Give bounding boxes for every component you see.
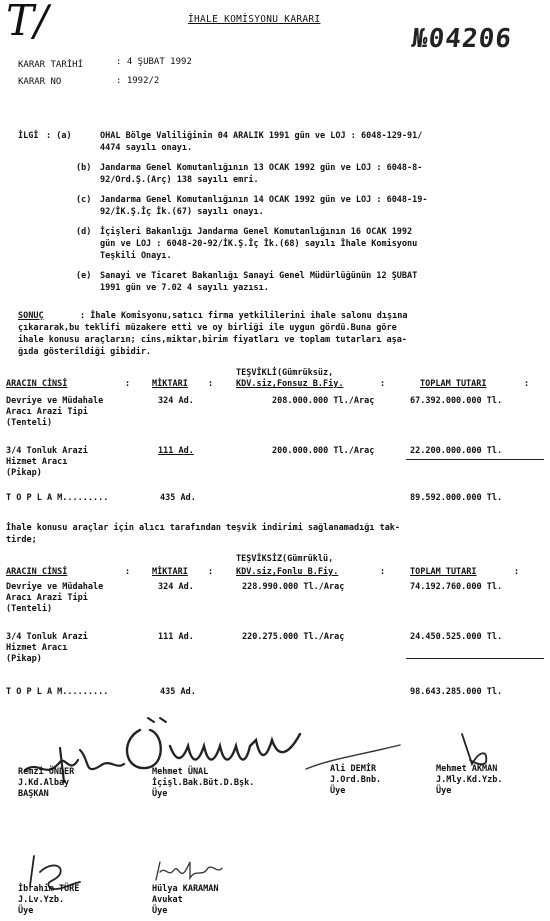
total-divider (406, 658, 544, 659)
reference-e-line1: Sanayi ve Ticaret Bakanlığı Sanayi Genel Müdürlüğünün 12 ŞUBAT (100, 271, 418, 281)
vehicle-quantity: 111 Ad. (158, 446, 194, 456)
vehicle-type-line2: Hizmet Aracı (6, 457, 68, 467)
reference-e-line2: 1991 gün ve 7.02 4 sayılı yazısı. (100, 283, 269, 293)
unit-price: 200.000.000 Tl./Araç (272, 446, 375, 456)
signatory-role: Üye (152, 789, 168, 799)
table1-header-sep3: : (380, 379, 386, 389)
reference-c-line1: Jandarma Genel Komutanlığının 14 OCAK 1992 gün ve LOJ : 6048-19- (100, 195, 428, 205)
document-number-stamp: №04206 (410, 24, 514, 54)
vehicle-type-line2: Aracı Arazi Tipi (6, 407, 88, 417)
signatory-name: Mehmet AKMAN (436, 764, 498, 774)
signatory-name: İbrahim TÜRE (18, 884, 80, 894)
vehicle-type-line3: (Tenteli) (6, 604, 53, 614)
signatory-name: Mehmet ÜNAL (152, 767, 209, 777)
signatory-name: Hülya KARAMAN (152, 884, 219, 894)
signatory-name: Remzi ÖNDER (18, 767, 75, 777)
signatory-role: Üye (18, 906, 34, 916)
reference-mark-b: (b) (76, 163, 92, 173)
table1-header-sep1: : (125, 379, 131, 389)
total-amount: 67.392.000.000 Tl. (410, 396, 503, 406)
total-amount: 24.450.525.000 Tl. (410, 632, 503, 642)
signatory-role: Üye (152, 906, 168, 916)
signatory-role: Üye (330, 786, 346, 796)
table2-total-quantity: 435 Ad. (160, 687, 196, 697)
reference-d-line2: gün ve LOJ : 6048-20-92/İK.Ş.İç İk.(68) sayılı İhale Komisyonu (100, 239, 418, 249)
table1-header-type: ARACIN CİNSİ (6, 379, 68, 389)
table2-header-sep3: : (380, 567, 386, 577)
vehicle-type-line3: (Pikap) (6, 654, 42, 664)
reference-b-line1: Jandarma Genel Komutanlığının 13 OCAK 1992 gün ve LOJ : 6048-8- (100, 163, 423, 173)
vehicle-type-line1: Devriye ve Müdahale (6, 396, 104, 406)
signatory-name: Ali DEMİR (330, 764, 377, 774)
unit-price: 228.990.000 Tl./Araç (242, 582, 345, 592)
decision-date-label: KARAR TARİHİ (18, 60, 84, 70)
table2-header-sep1: : (125, 567, 131, 577)
reference-mark-d: (d) (76, 227, 92, 237)
vehicle-type-line1: 3/4 Tonluk Arazi (6, 446, 88, 456)
vehicle-type-line1: 3/4 Tonluk Arazi (6, 632, 88, 642)
reference-c-line2: 92/İK.Ş.İç İk.(67) sayılı onayı. (100, 207, 264, 217)
signatory-role: Üye (436, 786, 452, 796)
reference-mark-c: (c) (76, 195, 92, 205)
document-title: İHALE KOMİSYONU KARARI (188, 14, 321, 25)
reference-d-line1: İçişleri Bakanlığı Jandarma Genel Komutanlığının 16 OCAK 1992 (100, 227, 413, 237)
table2-total-value: 98.643.285.000 Tl. (410, 687, 503, 697)
table2-header-sep2: : (208, 567, 214, 577)
table1-header-price-line2: KDV.siz,Fonsuz B.Fiy. (236, 379, 344, 389)
table2-header-type: ARACIN CİNSİ (6, 567, 68, 577)
table1-total-value: 89.592.000.000 Tl. (410, 493, 503, 503)
vehicle-type-line1: Devriye ve Müdahale (6, 582, 104, 592)
vehicle-type-line2: Hizmet Aracı (6, 643, 68, 653)
reference-label: İLGİ (18, 131, 39, 141)
decision-date-value: : 4 ŞUBAT 1992 (116, 57, 192, 67)
signatory-rank: İçişl.Bak.Büt.D.Bşk. (152, 778, 255, 788)
table1-header-sep4: : (524, 379, 530, 389)
signature-hulya-karaman (150, 856, 230, 886)
signatory-rank: J.Lv.Yzb. (18, 895, 65, 905)
total-amount: 74.192.760.000 Tl. (410, 582, 503, 592)
signatory-rank: J.Mly.Kd.Yzb. (436, 775, 503, 785)
reference-mark-a: : (a) (46, 131, 72, 141)
reference-a-line2: 4474 sayılı onayı. (100, 143, 193, 153)
conclusion-line1: : İhale Komisyonu,satıcı firma yetkililerini ihale salonu dışına (80, 311, 408, 321)
vehicle-type-line3: (Tenteli) (6, 418, 53, 428)
conclusion-label: SONUÇ (18, 311, 44, 321)
vehicle-quantity: 324 Ad. (158, 582, 194, 592)
conclusion-line3: ihale konusu araçların; cins,miktar,birim fiyatları ve toplam tutarları aşa- (18, 335, 407, 345)
vehicle-type-line3: (Pikap) (6, 468, 42, 478)
signature-mehmet-unal (110, 710, 310, 780)
no-incentive-note-line2: tirde; (6, 535, 37, 545)
table2-header-price-line2: KDV.siz,Fonlu B.Fiy. (236, 567, 339, 577)
table1-header-price-line1: TEŞVİKLİ(Gümrüksüz, (236, 368, 334, 378)
table2-header-total: TOPLAM TUTARI (410, 567, 477, 577)
reference-a-line1: OHAL Bölge Valiliğinin 04 ARALIK 1991 gün ve LOJ : 6048-129-91/ (100, 131, 423, 141)
reference-b-line2: 92/Ord.Ş.(Arç) 138 sayılı emri. (100, 175, 259, 185)
table2-header-quantity: MİKTARI (152, 567, 188, 577)
vehicle-type-line2: Aracı Arazi Tipi (6, 593, 88, 603)
table2-header-price-line1: TEŞVİKSİZ(Gümrüklü, (236, 554, 334, 564)
handwritten-mark: T/ (6, 0, 49, 45)
conclusion-line2: çıkararak,bu teklifi müzakere etti ve oy birliği ile uygun gördü.Buna göre (18, 323, 397, 333)
unit-price: 208.000.000 Tl./Araç (272, 396, 375, 406)
total-amount: 22.200.000.000 Tl. (410, 446, 503, 456)
table1-total-label: T O P L A M......... (6, 493, 109, 503)
unit-price: 220.275.000 Tl./Araç (242, 632, 345, 642)
signatory-rank: Avukat (152, 895, 183, 905)
table2-total-label: T O P L A M......... (6, 687, 109, 697)
reference-d-line3: Teşkili Onayı. (100, 251, 172, 261)
table1-header-sep2: : (208, 379, 214, 389)
table1-total-quantity: 435 Ad. (160, 493, 196, 503)
total-divider (406, 459, 544, 460)
signatory-rank: J.Kd.Albay (18, 778, 70, 788)
conclusion-line4: ğıda gösterildiği gibidir. (18, 347, 152, 357)
decision-no-value: : 1992/2 (116, 76, 160, 86)
table1-header-quantity: MİKTARI (152, 379, 188, 389)
reference-mark-e: (e) (76, 271, 92, 281)
decision-no-label: KARAR NO (18, 77, 62, 87)
signatory-role: BAŞKAN (18, 789, 49, 799)
vehicle-quantity: 111 Ad. (158, 632, 194, 642)
table1-header-total: TOPLAM TUTARI (420, 379, 487, 389)
no-incentive-note-line1: İhale konusu araçlar için alıcı tarafından teşvik indirimi sağlanamadığı tak- (6, 523, 401, 533)
signatory-rank: J.Ord.Bnb. (330, 775, 382, 785)
table2-header-sep4: : (514, 567, 520, 577)
vehicle-quantity: 324 Ad. (158, 396, 194, 406)
